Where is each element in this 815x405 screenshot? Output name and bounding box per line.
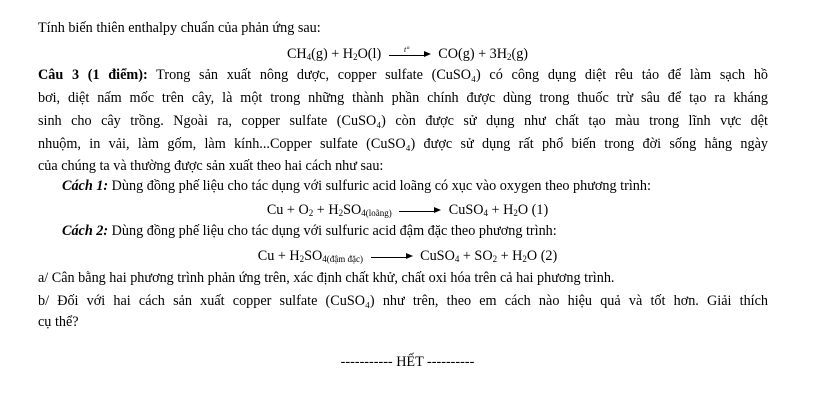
method-1-label: Cách 1:: [62, 178, 109, 194]
question-3-line-5: của chúng ta và thường được sản xuất theo hai cách như sau:: [38, 158, 384, 174]
end-marker: ----------- HẾT ----------: [340, 354, 475, 370]
reaction-arrow-icon: [399, 206, 441, 216]
method-2-label: Cách 2:: [62, 223, 109, 239]
question-3-line-3: sinh cho cây trồng. Ngoài ra, copper sulfate (CuSO₄) còn được sử dụng như chất tạo màu trong lĩnh vực dệt: [38, 113, 768, 129]
question-3-line-2: bơi, diệt nấm mốc trên cây, là một trong những thành phần chính được dùng trong thuốc trừ sâu để tạo ra kháng: [38, 90, 768, 106]
method-1: Cách 1: Dùng đồng phế liệu cho tác dụng với sulfuric acid loãng có xục vào oxygen theo phương trình:: [62, 178, 651, 194]
intro-text: Tính biến thiên enthalpy chuẩn của phản ứng sau:: [38, 20, 321, 36]
reaction-arrow-icon: t°: [389, 50, 431, 60]
question-3-line-4: nhuộm, in vải, làm gốm, làm kính...Copper sulfate (CuSO₄) được sử dụng rất phổ biến trong đời sống hằng ngày: [38, 136, 768, 152]
equation-1: $Cu + O_2 + H_2SO_{4(loãng)}$ CuSO$_4$ + $H_2O$ (1): [266, 202, 549, 218]
question-3-line-1: Câu 3 (1 điểm): Trong sản xuất nông dược, copper sulfate (CuSO₄) có công dụng diệt rêu tảo để làm sạch hồ: [38, 67, 769, 83]
question-part-b-line-2: cụ thể?: [38, 314, 79, 330]
equation-2: $Cu + H_2SO_{4(đậm đặc)}$ CuSO$_4$ + $SO_2 + H_2O$ (2): [257, 248, 558, 264]
question-part-b-line-1: b/ Đối với hai cách sản xuất copper sulfate (CuSO₄) như trên, theo em cách nào hiệu quả và tốt hơn. Giải thích: [38, 293, 768, 309]
question-3-label: Câu 3 (1 điểm):: [38, 67, 148, 83]
question-part-a: a/ Cân bằng hai phương trình phản ứng trên, xác định chất khử, chất oxi hóa trên cả hai phương trình.: [38, 270, 615, 286]
method-2: Cách 2: Dùng đồng phế liệu cho tác dụng với sulfuric acid đậm đặc theo phương trình:: [62, 223, 557, 239]
reaction-arrow-icon: [371, 252, 413, 262]
equation-0: $CH_4(g) + H_2O(l)$ t° $CO(g) + 3H_2(g)$: [286, 44, 529, 62]
